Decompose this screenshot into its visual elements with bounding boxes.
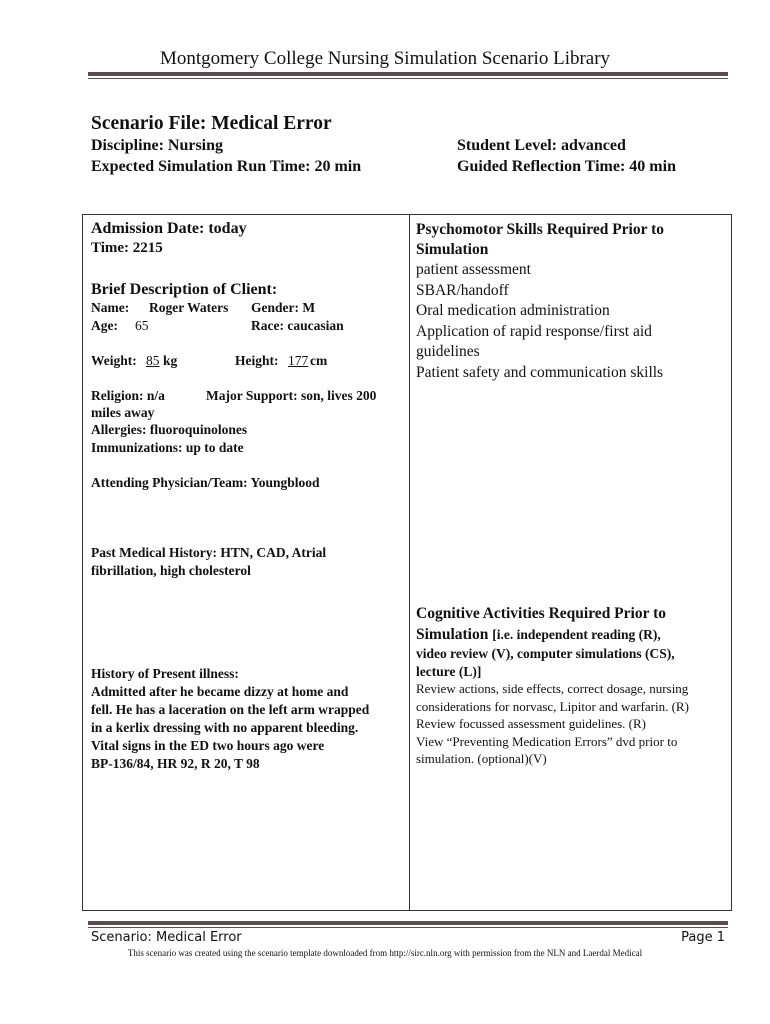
admission-date: Admission Date: today (91, 220, 247, 237)
footer-scenario: Scenario: Medical Error (91, 930, 242, 945)
cognitive-list (416, 680, 689, 768)
list-item: Oral medication administration (416, 302, 610, 319)
psychomotor-list (416, 260, 663, 383)
psychomotor-heading-line: Simulation (416, 241, 489, 258)
header-rule (88, 72, 728, 76)
list-item: Application of rapid response/first aid (416, 322, 652, 340)
admission-time: Time: 2215 (91, 240, 163, 256)
hpi-line: fell. He has a laceration on the left arm wrapped (91, 702, 370, 717)
allergies: Allergies: fluoroquinolones (91, 422, 248, 437)
table-divider (409, 214, 410, 911)
cognitive-heading (416, 603, 666, 645)
major-support: Major Support: son, lives 200 (206, 388, 377, 403)
psychomotor-heading (416, 220, 664, 260)
footer-note: This scenario was created using the scenario template downloaded from http://sirc.nln.org with permission from the NLN and Laerdal Medical (127, 948, 643, 958)
height-unit: cm (310, 353, 328, 368)
cognitive-sub-line: video review (V), computer simulations (CS), (416, 646, 675, 661)
list-item: View “Preventing Medication Errors” dvd prior to (416, 733, 678, 749)
age-label: Age: (91, 318, 118, 333)
run-time: Expected Simulation Run Time: 20 min (91, 158, 362, 175)
weight-unit: kg (163, 353, 178, 368)
attending-physician: Attending Physician/Team: Youngblood (91, 475, 320, 490)
reflection-time: Guided Reflection Time: 40 min (457, 158, 676, 175)
cognitive-sub-line: lecture (L)] (416, 663, 482, 679)
hpi-heading: History of Present illness: (91, 666, 239, 681)
cognitive-heading-note: [i.e. independent reading (R), (492, 627, 661, 642)
list-item: SBAR/handoff (416, 281, 509, 299)
hpi-line: in a kerlix dressing with no apparent bleeding. (91, 720, 359, 735)
list-item: Review focussed assessment guidelines. (R) (416, 716, 646, 731)
list-item: Patient safety and communication skills (416, 363, 664, 381)
psychomotor-heading-line: Psychomotor Skills Required Prior to (416, 221, 664, 238)
footer-rule (88, 921, 728, 925)
cognitive-subheading (416, 645, 675, 680)
client-race: Race: caucasian (251, 318, 344, 333)
past-medical-history: Past Medical History: HTN, CAD, Atrial (91, 545, 327, 560)
immunizations: Immunizations: up to date (91, 440, 244, 455)
list-item: considerations for norvasc, Lipitor and warfarin. (R) (416, 698, 689, 714)
page-number: Page 1 (681, 930, 725, 945)
height-label: Height: (235, 353, 279, 368)
major-support-cont: miles away (91, 405, 155, 420)
past-medical-history-cont: fibrillation, high cholesterol (91, 563, 251, 578)
client-name: Roger Waters (149, 300, 229, 315)
cognitive-heading-line: Cognitive Activities Required Prior to (416, 605, 666, 622)
hpi-line: Vital signs in the ED two hours ago were (91, 738, 325, 753)
client-age: 65 (135, 318, 149, 333)
client-gender: Gender: M (251, 300, 316, 315)
list-item: guidelines (416, 343, 480, 360)
page-header-title: Montgomery College Nursing Simulation Scenario Library (159, 48, 611, 69)
hpi-line: Admitted after he became dizzy at home and (91, 684, 349, 699)
weight-label: Weight: (91, 353, 137, 368)
cognitive-heading-part: Simulation (416, 626, 493, 643)
client-heading: Brief Description of Client: (91, 281, 278, 298)
weight-value: 85 (146, 353, 160, 368)
scenario-title: Scenario File: Medical Error (91, 113, 332, 134)
hpi-line: BP-136/84, HR 92, R 20, T 98 (91, 756, 260, 771)
list-item: patient assessment (416, 261, 531, 278)
discipline: Discipline: Nursing (91, 137, 224, 154)
list-item: simulation. (optional)(V) (416, 751, 547, 766)
student-level: Student Level: advanced (457, 137, 626, 154)
header-rule-thin (88, 78, 728, 79)
name-label: Name: (91, 300, 130, 315)
footer-rule-thin (88, 927, 728, 928)
religion: Religion: n/a (91, 388, 165, 403)
hpi-text (91, 683, 369, 773)
height-value: 177 (288, 353, 309, 368)
cognitive-heading-line (416, 624, 666, 645)
list-item: Review actions, side effects, correct dosage, nursing (416, 681, 689, 696)
